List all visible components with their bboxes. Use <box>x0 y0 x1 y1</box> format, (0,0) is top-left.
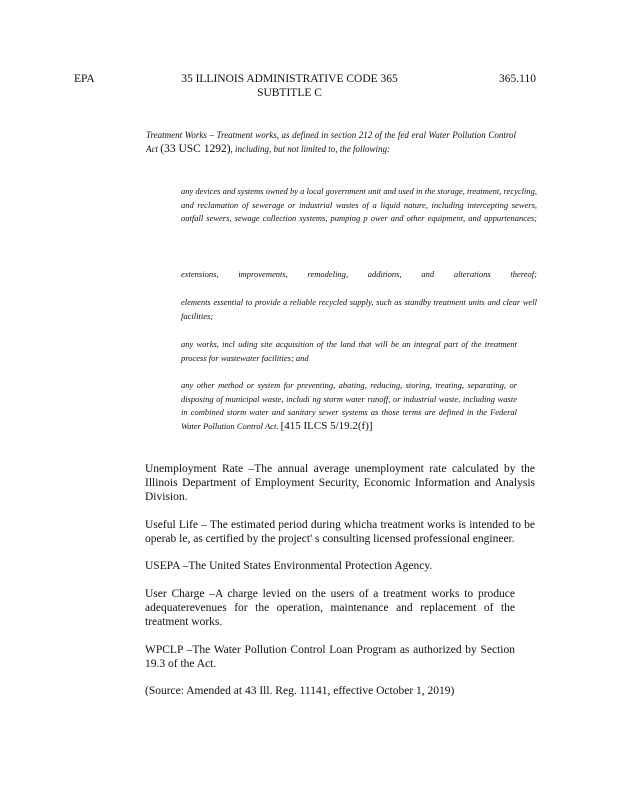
treatment-works-definition <box>146 128 516 156</box>
header-agency: EPA <box>74 73 95 85</box>
definition-usepa: USEPA –The United States Environmental Protection Agency. <box>145 560 433 572</box>
treatment-works-item-3: elements essential to provide a reliable recycled supply, such as standby treatment units and clear well facilities; <box>181 297 537 321</box>
header-section-number: 365.110 <box>499 73 536 85</box>
header-code-line: 35 ILLINOIS ADMINISTRATIVE CODE 365 <box>181 73 398 85</box>
treatment-works-intro-b: , including, but not limited to, the following: <box>230 144 391 154</box>
treatment-works-item-5 <box>181 379 517 433</box>
ilcs-citation: [415 ILCS 5/19.2(f)] <box>280 419 373 432</box>
definition-wpclp: WPCLP –The Water Pollution Control Loan Program as authorized by Section 19.3 of the Act. <box>145 644 515 670</box>
definition-user-charge: User Charge –A charge levied on the users of a treatment works to produce adequaterevenues for the operation, maintenance and replacement of the treatment works. <box>145 588 515 628</box>
usc-citation: (33 USC 1292) <box>160 143 231 155</box>
definition-useful-life: Useful Life – The estimated period during whicha treatment works is intended to be operab le, as certified by the project' s consulting licensed professional engineer. <box>145 519 535 545</box>
treatment-works-item-5-text: any other method or system for preventing, abating, reducing, storing, treating, separating, or disposing of municipal waste, includi ng storm water runoff, or industrial waste, including waste in combined storm water and sanitary sewer systems as those terms are defined in the Federal Water Pollution Control Act. <box>181 380 517 431</box>
header-code-title <box>172 72 407 100</box>
header-subtitle-line: SUBTITLE C <box>257 87 322 99</box>
treatment-works-item-2: extensions, improvements, remodeling, additions, and alterations thereof; <box>181 269 537 279</box>
treatment-works-intro-a: Treatment Works – Treatment works, as defined in section 212 of the fed eral Water Pollution Control Act <box>146 130 516 154</box>
source-note: (Source: Amended at 43 Ill. Reg. 11141, effective October 1, 2019) <box>145 685 455 697</box>
treatment-works-item-1: any devices and systems owned by a local government unit and used in the storage, treatment, recycling, and reclamation of sewerage or industrial wastes of a liquid nature, including intercepting sewers, outfall sewers, sewage collection systems, pumping p ower and other equipment, and appurtenances; <box>181 186 537 224</box>
definition-unemployment-rate: Unemployment Rate –The annual average unemployment rate calculated by the Illinois Department of Employment Security, Economic Information and Analysis Division. <box>145 463 535 503</box>
treatment-works-item-4: any works, incl uding site acquisition of the land that will be an integral part of the treatment process for wastewater facilities; and <box>181 339 517 363</box>
